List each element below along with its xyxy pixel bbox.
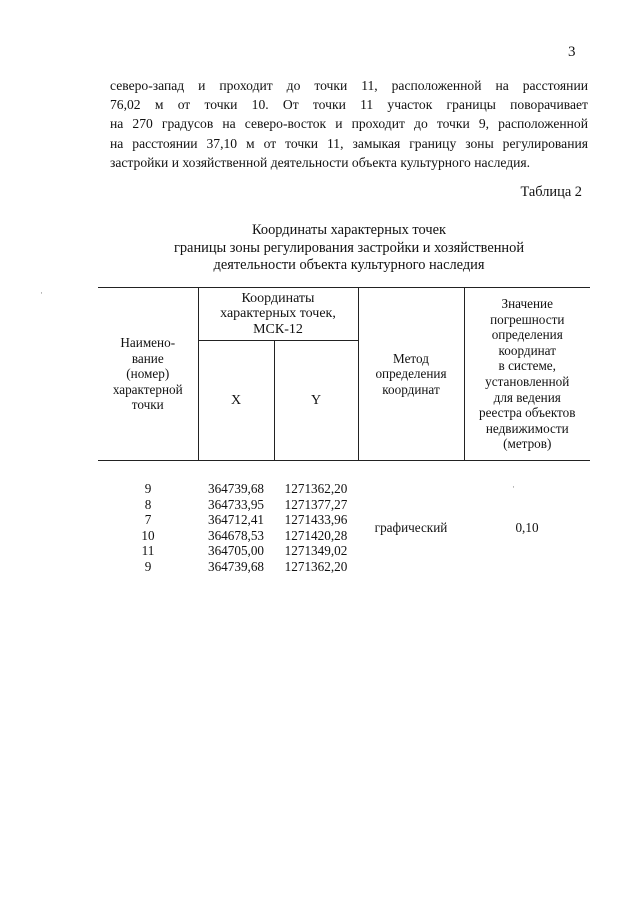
- header-text: Метод: [393, 350, 429, 366]
- paragraph-line: 76,02 м от точки 10. От точки 11 участок границы поворачивает: [110, 97, 588, 113]
- header-text: координат: [382, 381, 440, 397]
- x-value: 364739,68: [207, 558, 265, 574]
- caption-line: деятельности объекта культурного наследия: [213, 257, 485, 273]
- x-value: 364705,00: [207, 543, 265, 559]
- coordinates-table: [98, 287, 590, 575]
- x-value: 364678,53: [207, 527, 265, 543]
- header-text: характерных точек,: [220, 306, 336, 322]
- scan-speck: ·: [40, 288, 43, 298]
- caption-line: Координаты характерных точек: [252, 222, 446, 238]
- header-y: Y: [274, 341, 358, 461]
- header-text: установленной: [485, 374, 570, 389]
- header-text: определения: [375, 366, 447, 382]
- y-value: 1271362,20: [284, 558, 348, 574]
- table-caption: [110, 222, 588, 275]
- header-text: вание: [131, 350, 164, 366]
- header-accuracy: [464, 288, 590, 461]
- header-text: определения: [491, 327, 563, 343]
- spacer-row: [98, 461, 590, 482]
- point-number: 8: [144, 496, 152, 512]
- x-value: 364733,95: [207, 496, 265, 512]
- scan-speck: ·: [512, 482, 515, 492]
- point-number: 11: [141, 543, 155, 559]
- header-text: точки: [131, 397, 164, 413]
- header-text: Координаты: [241, 290, 315, 306]
- header-text: реестра объектов: [479, 405, 576, 421]
- header-text: в системе,: [498, 358, 556, 374]
- accuracy-value: 0,10: [515, 519, 539, 535]
- point-number: 9: [144, 558, 152, 574]
- header-text: для ведения: [493, 389, 561, 405]
- header-text: (метров): [503, 436, 552, 452]
- method-value: графический: [374, 519, 448, 535]
- y-value: 1271420,28: [284, 527, 348, 543]
- header-text: Значение: [501, 296, 553, 312]
- header-point-name: [98, 288, 198, 461]
- point-number: 9: [144, 481, 152, 496]
- x-value: 364739,68: [207, 481, 265, 496]
- y-value: 1271433,96: [284, 512, 348, 528]
- page-number: 3: [568, 44, 576, 60]
- header-method: [358, 288, 464, 461]
- header-text: недвижимости: [485, 420, 569, 436]
- y-value: 1271377,27: [284, 496, 348, 512]
- body-paragraph: [110, 76, 588, 172]
- paragraph-line: на 270 градусов на северо-восток и проходит до точки 9, расположенной: [110, 116, 588, 132]
- header-text: характерной: [112, 381, 183, 397]
- paragraph-line: северо-запад и проходит до точки 11, расположенной на расстоянии: [110, 78, 588, 93]
- header-text: Наимено-: [120, 335, 176, 351]
- y-value: 1271349,02: [284, 543, 348, 559]
- table-label: Таблица 2: [520, 184, 582, 200]
- point-number: 7: [144, 512, 152, 528]
- paragraph-line: на расстоянии 37,10 м от точки 11, замыкая границу зоны регулирования: [110, 135, 588, 151]
- table-row: [98, 481, 590, 497]
- x-value: 364712,41: [207, 512, 265, 528]
- header-text: погрешности: [490, 311, 565, 327]
- header-coordinates-group: [198, 288, 358, 341]
- caption-line: границы зоны регулирования застройки и хозяйственной: [173, 239, 525, 256]
- point-number: 10: [141, 527, 155, 543]
- y-value: 1271362,20: [284, 481, 348, 496]
- paragraph-line: застройки и хозяйственной деятельности объекта культурного наследия.: [110, 154, 531, 170]
- header-text: координат: [498, 342, 556, 358]
- header-text: (номер): [126, 366, 170, 382]
- header-x: X: [198, 341, 274, 461]
- header-text: МСК-12: [253, 321, 303, 337]
